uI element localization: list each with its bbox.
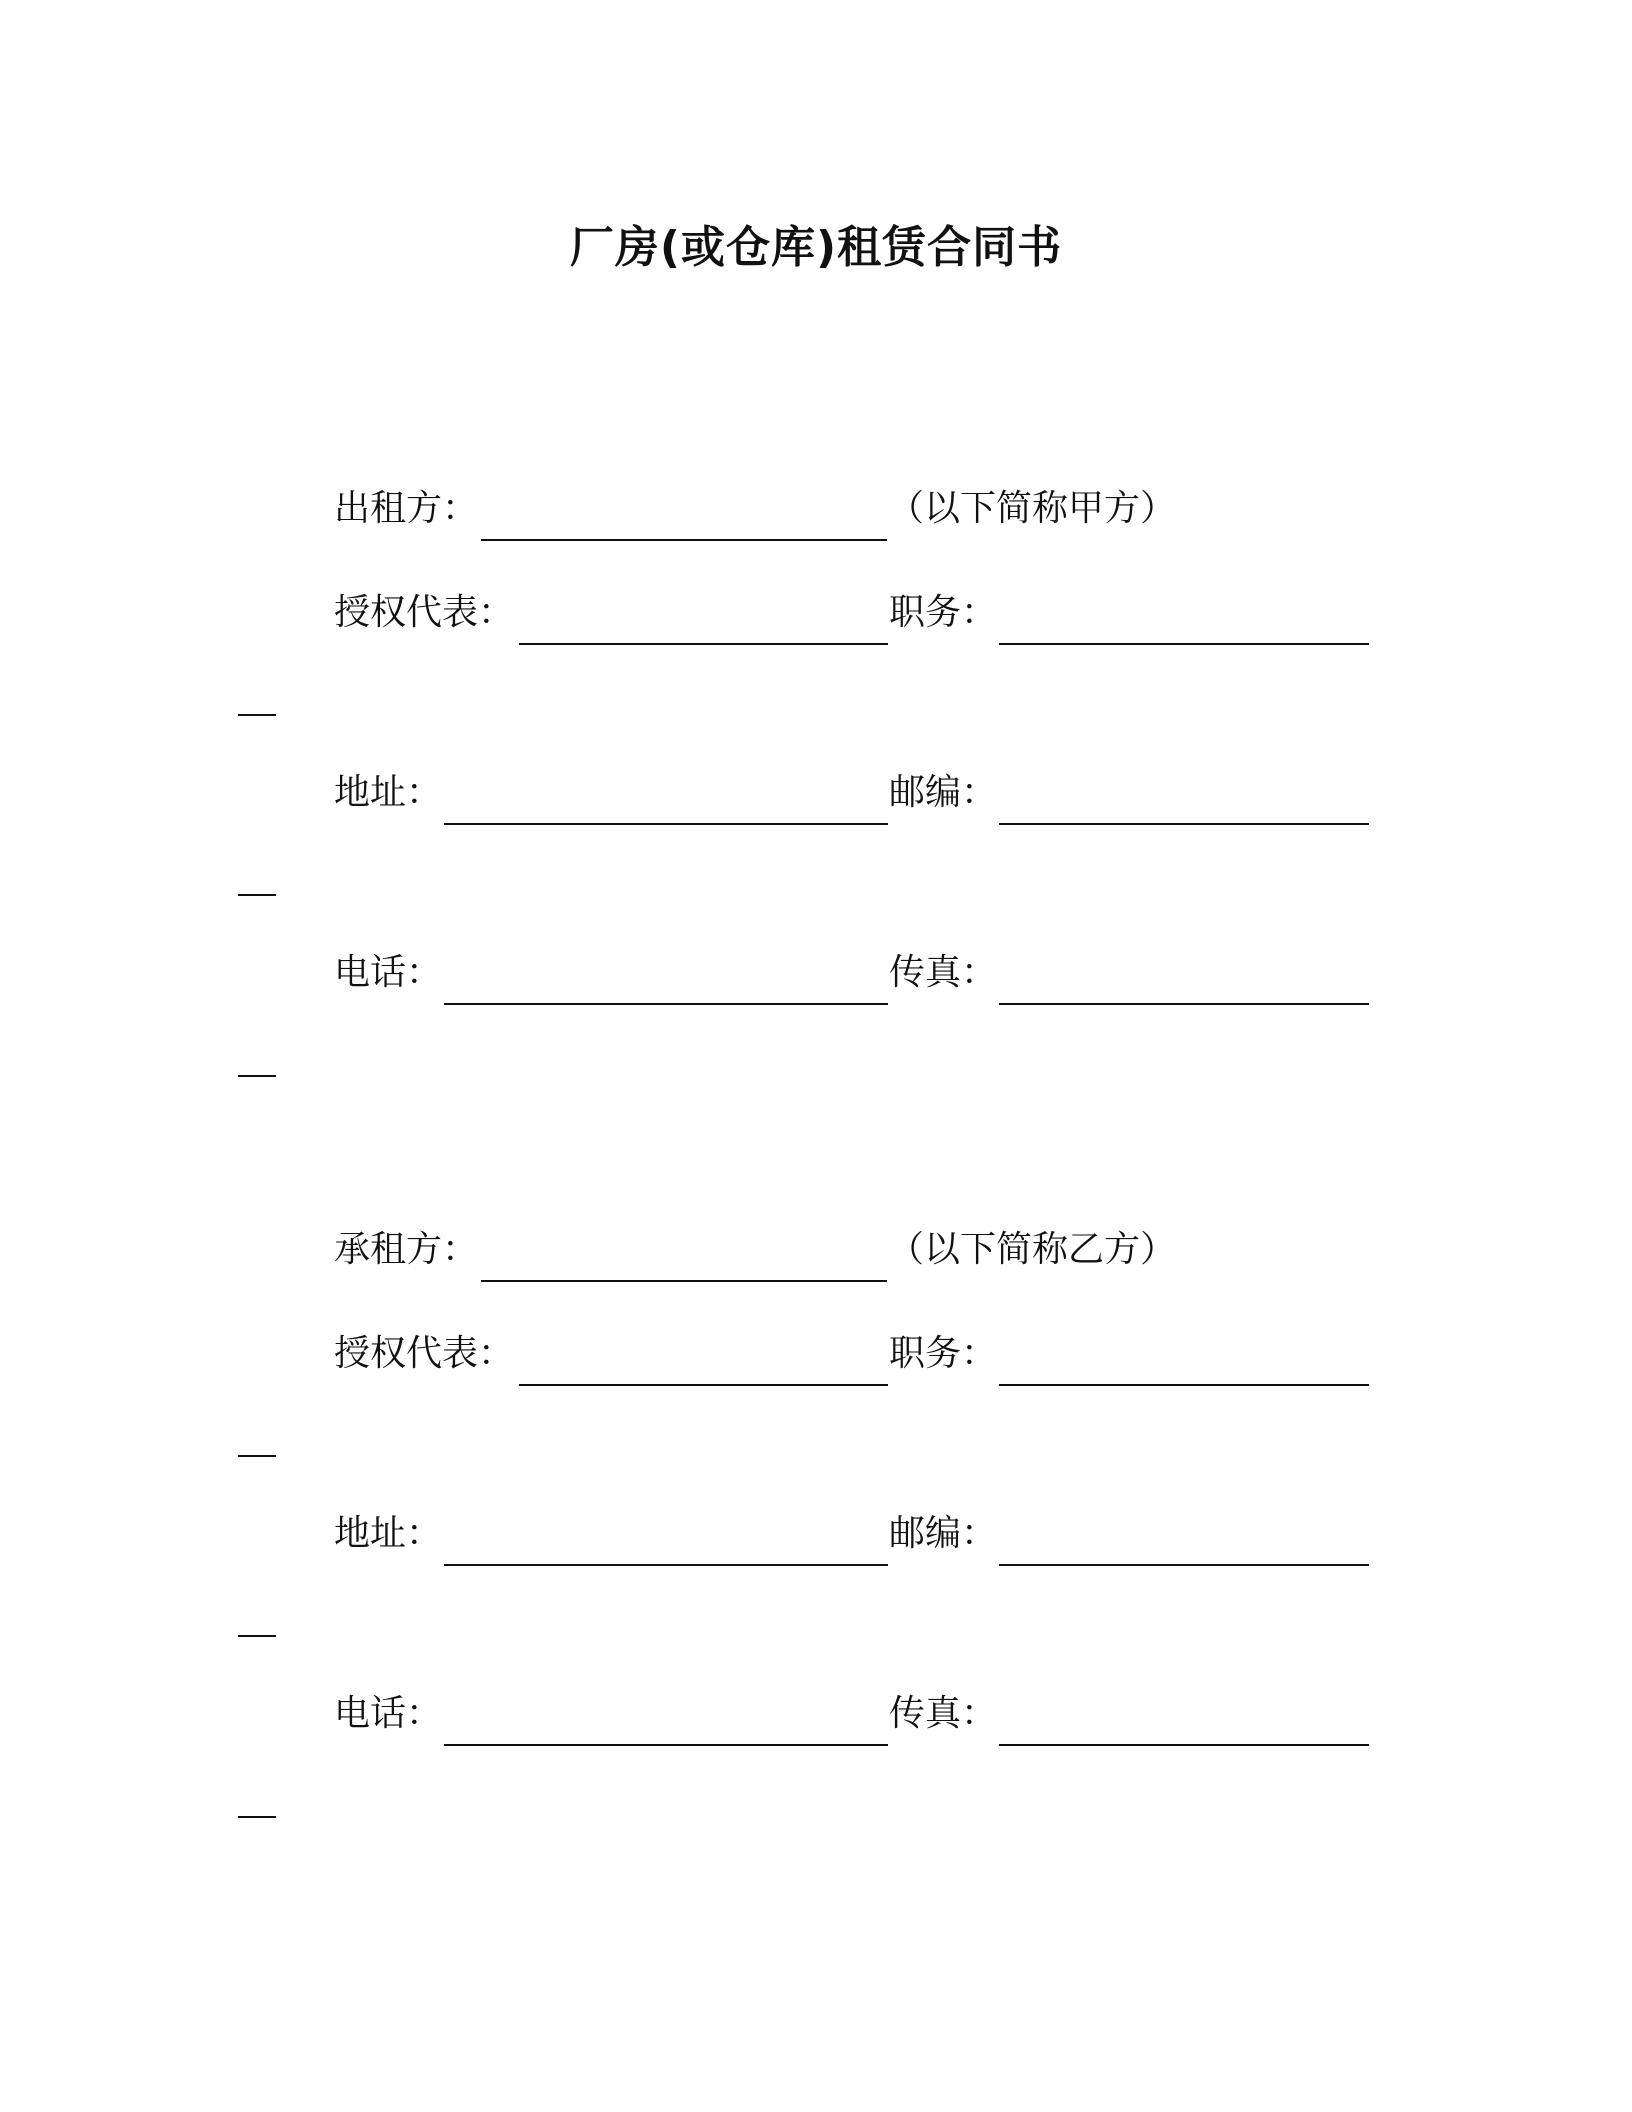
line-wrap-dash xyxy=(238,1635,276,1637)
lessor-rep-row xyxy=(0,589,1632,645)
lessee-rep-field[interactable] xyxy=(519,1384,888,1386)
lessee-rep-label: 授权代表： xyxy=(334,1333,515,1374)
lessor-postcode-label: 邮编： xyxy=(889,772,998,813)
lessor-phone-row xyxy=(0,949,1632,1005)
lessor-phone-field[interactable] xyxy=(444,1003,888,1005)
line-wrap-dash xyxy=(238,1455,276,1457)
lessee-address-label: 地址： xyxy=(334,1513,443,1554)
lessee-party-row xyxy=(0,1226,1632,1282)
lessor-address-row xyxy=(0,769,1632,825)
lessee-address-field[interactable] xyxy=(444,1564,888,1566)
lessee-phone-row xyxy=(0,1690,1632,1746)
lessor-party-label: 出租方： xyxy=(334,488,479,529)
lessee-fax-label: 传真： xyxy=(889,1693,998,1734)
lessee-position-label: 职务： xyxy=(889,1333,998,1374)
lessee-phone-label: 电话： xyxy=(334,1693,443,1734)
lessor-name-field[interactable] xyxy=(481,539,887,541)
lessor-party-row xyxy=(0,485,1632,541)
lessor-position-label: 职务： xyxy=(889,592,998,633)
line-wrap-dash xyxy=(238,1075,276,1077)
lessee-party-label: 承租方： xyxy=(334,1229,479,1270)
lessor-phone-label: 电话： xyxy=(334,952,443,993)
line-wrap-dash xyxy=(238,894,276,896)
line-wrap-dash xyxy=(238,714,276,716)
lessor-address-label: 地址： xyxy=(334,772,443,813)
lessee-position-field[interactable] xyxy=(999,1384,1369,1386)
lessee-name-field[interactable] xyxy=(481,1280,887,1282)
lessor-postcode-field[interactable] xyxy=(999,823,1369,825)
lessor-position-field[interactable] xyxy=(999,643,1369,645)
document-title: 厂房(或仓库)租赁合同书 xyxy=(569,222,1063,273)
lessor-rep-label: 授权代表： xyxy=(334,592,515,633)
lessee-rep-row xyxy=(0,1330,1632,1386)
lessee-phone-field[interactable] xyxy=(444,1744,888,1746)
lessor-fax-label: 传真： xyxy=(889,952,998,993)
lessee-postcode-label: 邮编： xyxy=(889,1513,998,1554)
lessee-fax-field[interactable] xyxy=(999,1744,1369,1746)
line-wrap-dash xyxy=(238,1816,276,1818)
lessor-party-note: （以下简称甲方） xyxy=(888,488,1177,529)
lessor-fax-field[interactable] xyxy=(999,1003,1369,1005)
lessor-address-field[interactable] xyxy=(444,823,888,825)
lessee-postcode-field[interactable] xyxy=(999,1564,1369,1566)
lessee-address-row xyxy=(0,1510,1632,1566)
lessee-party-note: （以下简称乙方） xyxy=(888,1229,1177,1270)
lessor-rep-field[interactable] xyxy=(519,643,888,645)
